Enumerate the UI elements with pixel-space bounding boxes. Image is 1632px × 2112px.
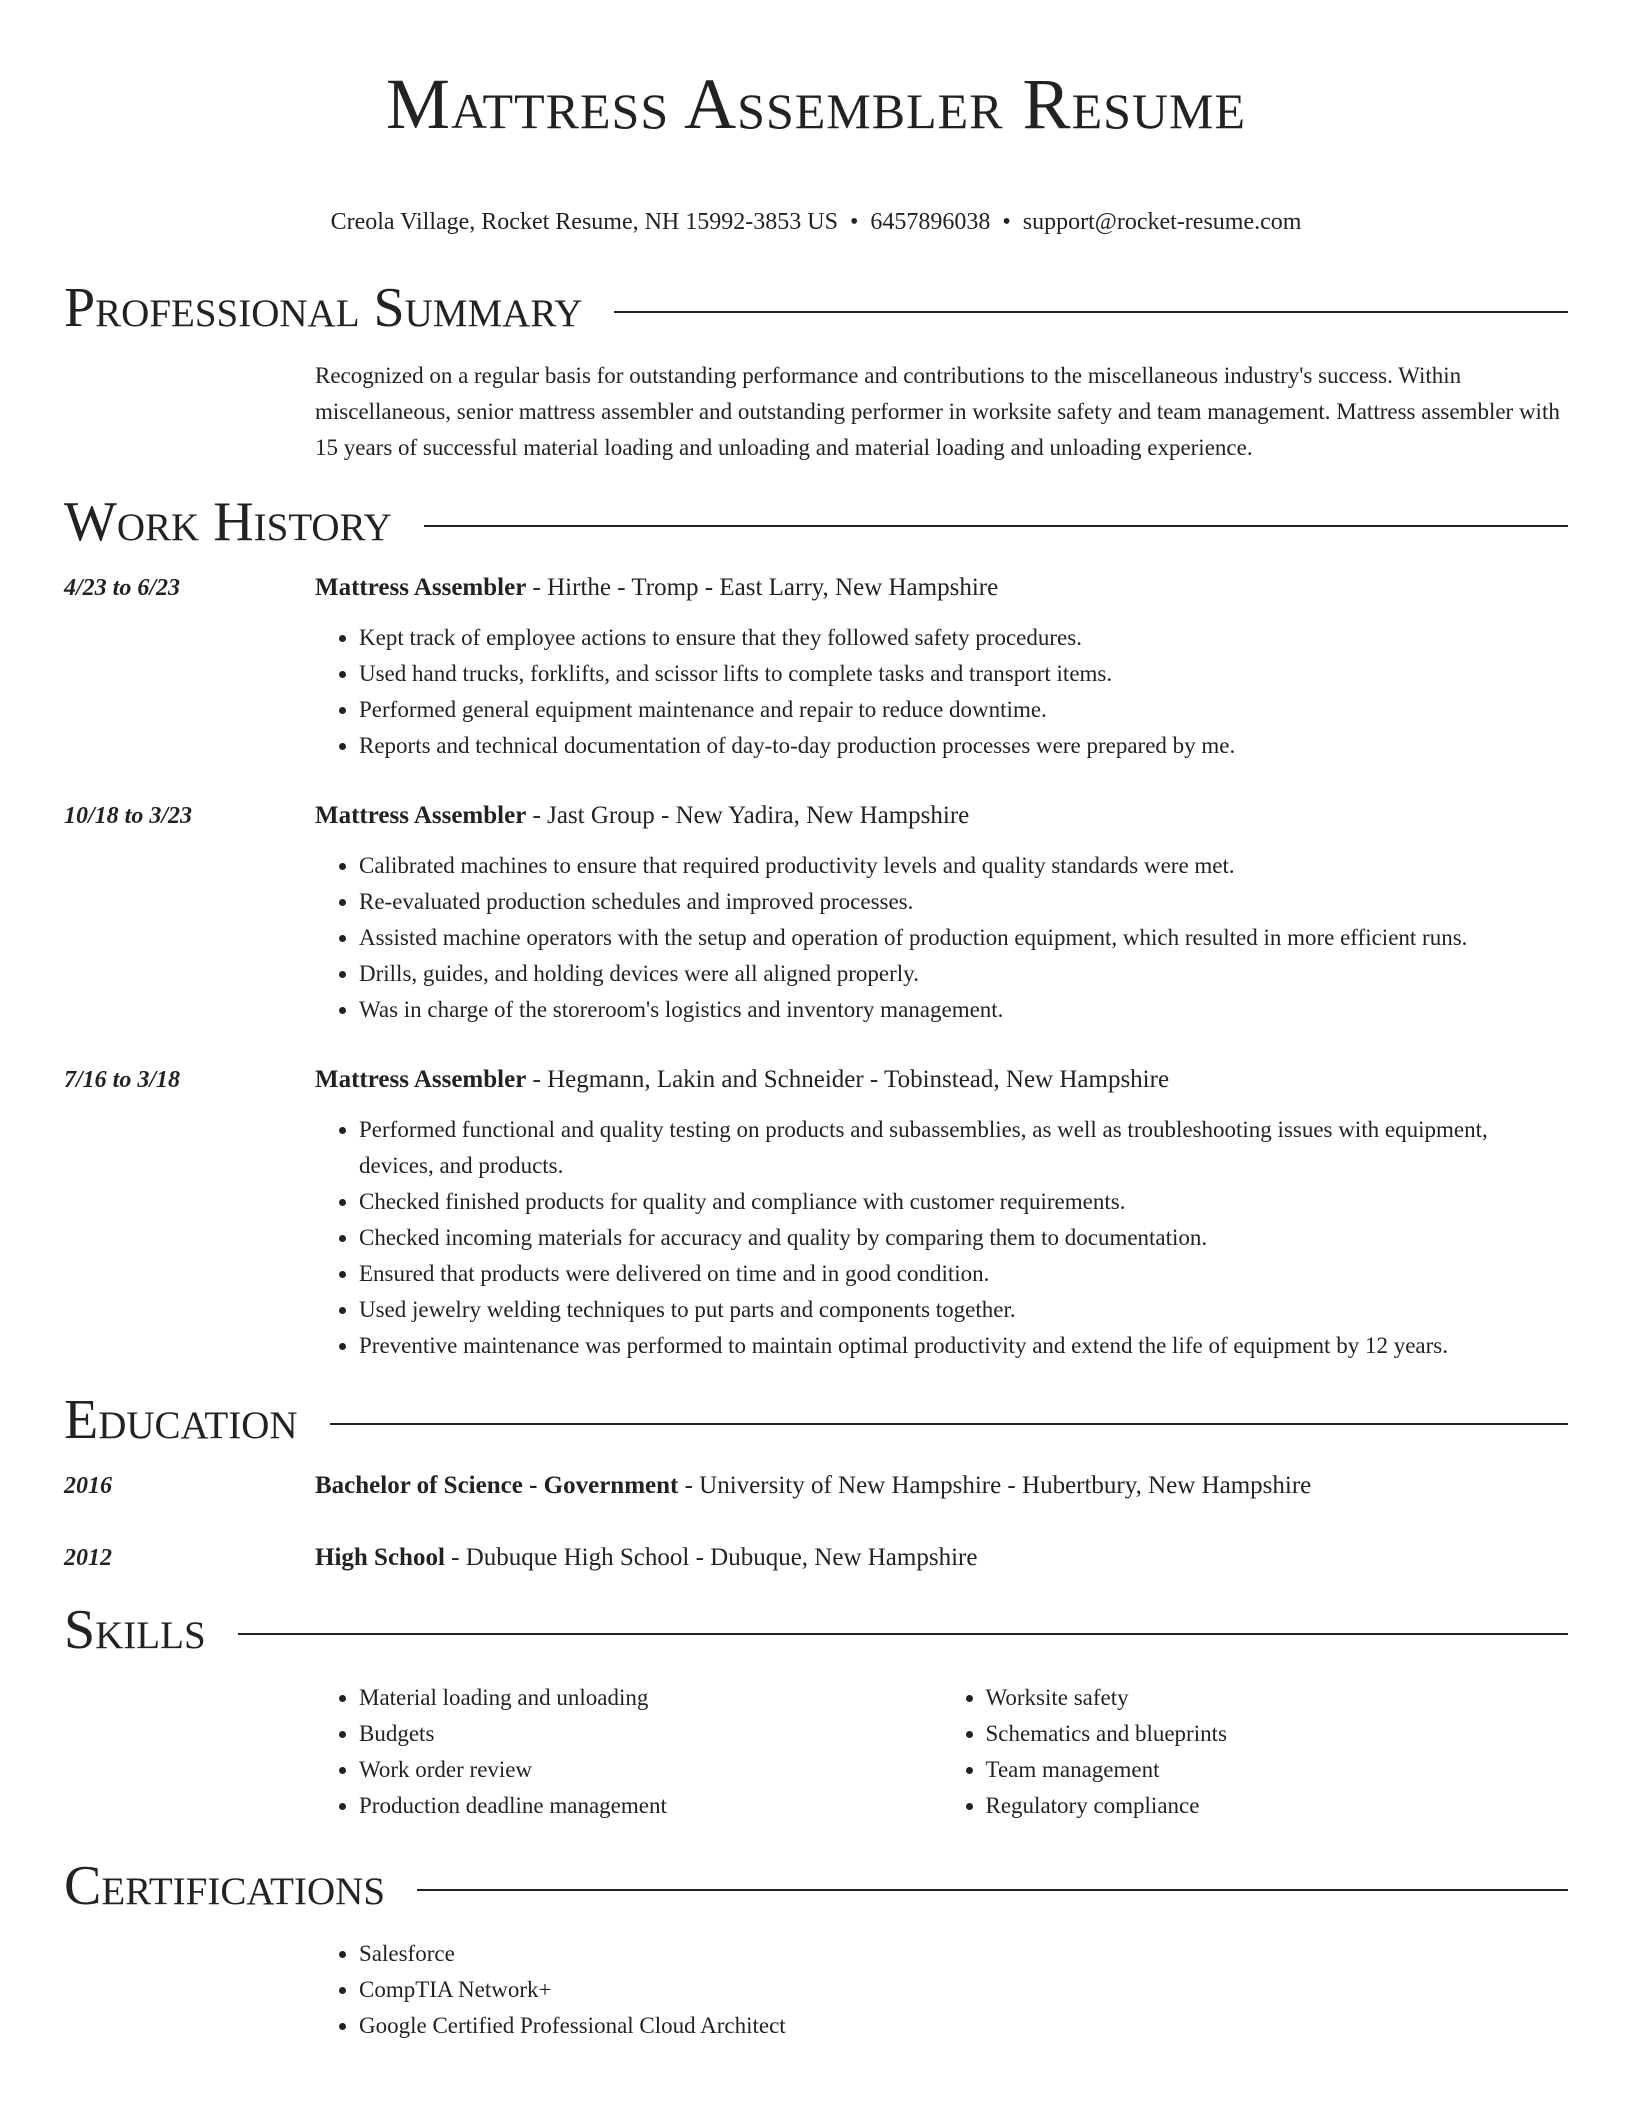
job-bullet: • Kept track of employee actions to ensure that they followed safety procedures. <box>359 620 1568 656</box>
job-bullet: • Re-evaluated production schedules and improved processes. <box>359 884 1568 920</box>
contact-address: Creola Village, Rocket Resume, NH 15992-3853 US <box>330 209 838 235</box>
section-header-summary <box>64 276 1568 340</box>
skill-item: • Regulatory compliance <box>986 1788 1569 1824</box>
job-bullets <box>315 620 1568 764</box>
certification-item: • CompTIA Network+ <box>359 1972 1568 2008</box>
education-year: 2016 <box>64 1473 112 1499</box>
job-bullet: • Drills, guides, and holding devices were all aligned properly. <box>359 956 1568 992</box>
job-title: Mattress Assembler <box>315 802 527 829</box>
certification-item: • Salesforce <box>359 1936 1568 1972</box>
resume-title: Mattress Assembler Resume <box>385 64 1247 144</box>
skills-list <box>315 1680 1568 1824</box>
job-details: - Hegmann, Lakin and Schneider - Tobinstead, New Hampshire <box>526 1066 1170 1093</box>
section-divider <box>238 1633 1568 1635</box>
certifications-list <box>315 1936 1568 2044</box>
summary-text: Recognized on a regular basis for outstanding performance and contributions to the miscellaneous industry's success. Within miscellaneous, senior mattress assembler and outstanding performer in worksite safety and team management. Mattress assembler with 15 years of successful material loading and unloading and material loading and unloading experience. <box>315 363 1560 460</box>
education-heading <box>315 1542 1568 1574</box>
job-dates: 7/16 to 3/18 <box>64 1067 181 1093</box>
skill-item: • Material loading and unloading <box>359 1680 942 1716</box>
section-header-skills <box>64 1598 1568 1662</box>
job-heading <box>315 1064 1568 1096</box>
education-details: - University of New Hampshire - Hubertbury, New Hampshire <box>678 1472 1312 1499</box>
job-dates: 4/23 to 6/23 <box>64 575 181 601</box>
education-entry <box>64 1542 1568 1574</box>
job-body <box>315 800 1568 1028</box>
contact-email: support@rocket-resume.com <box>1022 209 1302 235</box>
certification-item: • Google Certified Professional Cloud Architect <box>359 2008 1568 2044</box>
job-bullet: • Used hand trucks, forklifts, and scissor lifts to complete tasks and transport items. <box>359 656 1568 692</box>
section-header-education <box>64 1388 1568 1452</box>
skill-item: • Production deadline management <box>359 1788 942 1824</box>
job-bullet: • Assisted machine operators with the setup and operation of production equipment, which resulted in more efficient runs. <box>359 920 1568 956</box>
job-heading <box>315 572 1568 604</box>
education-degree: High School <box>315 1544 445 1571</box>
contact-separator: • <box>1002 209 1011 235</box>
education-details: - Dubuque High School - Dubuque, New Hampshire <box>444 1544 978 1571</box>
job-bullet: • Performed general equipment maintenance and repair to reduce downtime. <box>359 692 1568 728</box>
section-divider <box>330 1423 1568 1425</box>
section-title-work-history: Work History <box>64 491 392 553</box>
section-divider <box>424 525 1568 527</box>
job-title: Mattress Assembler <box>315 1066 527 1093</box>
job-bullet: • Checked finished products for quality and compliance with customer requirements. <box>359 1184 1568 1220</box>
skill-item: • Worksite safety <box>986 1680 1569 1716</box>
education-heading <box>315 1470 1568 1502</box>
job-bullets <box>315 1112 1568 1364</box>
contact-line <box>64 206 1568 238</box>
job-bullet: • Performed functional and quality testing on products and subassemblies, as well as troubleshooting issues with equipment, devices, and products. <box>359 1112 1568 1184</box>
contact-phone: 6457896038 <box>870 209 991 235</box>
job-bullet: • Used jewelry welding techniques to put parts and components together. <box>359 1292 1568 1328</box>
section-divider <box>614 311 1568 313</box>
skill-item: • Work order review <box>359 1752 942 1788</box>
job-entry <box>64 1064 1568 1364</box>
skill-item: • Team management <box>986 1752 1569 1788</box>
skills-column-left <box>315 1680 942 1824</box>
job-entry <box>64 572 1568 764</box>
section-title-certifications: Certifications <box>64 1855 386 1917</box>
job-entry <box>64 800 1568 1028</box>
job-bullet: • Was in charge of the storeroom's logistics and inventory management. <box>359 992 1568 1028</box>
job-bullet: • Reports and technical documentation of day-to-day production processes were prepared by me. <box>359 728 1568 764</box>
section-title-education: Education <box>64 1389 298 1451</box>
job-details: - Jast Group - New Yadira, New Hampshire <box>526 802 970 829</box>
education-year: 2012 <box>64 1545 112 1571</box>
skills-column-right <box>942 1680 1569 1824</box>
education-entry <box>64 1470 1568 1502</box>
section-title-summary: Professional Summary <box>64 277 583 339</box>
skill-item: • Budgets <box>359 1716 942 1752</box>
job-bullets <box>315 848 1568 1028</box>
section-header-work-history <box>64 490 1568 554</box>
contact-separator: • <box>849 209 859 235</box>
job-details: - Hirthe - Tromp - East Larry, New Hampshire <box>526 574 999 601</box>
section-divider <box>417 1889 1568 1891</box>
job-heading <box>315 800 1568 832</box>
section-header-certifications <box>64 1854 1568 1918</box>
job-dates: 10/18 to 3/23 <box>64 803 193 829</box>
job-bullet: • Preventive maintenance was performed to maintain optimal productivity and extend the life of equipment by 12 years. <box>359 1328 1568 1364</box>
job-body <box>315 1064 1568 1364</box>
education-degree: Bachelor of Science - Government <box>315 1472 679 1499</box>
skill-item: • Schematics and blueprints <box>986 1716 1569 1752</box>
job-bullet: • Calibrated machines to ensure that required productivity levels and quality standards were met. <box>359 848 1568 884</box>
job-title: Mattress Assembler <box>315 574 527 601</box>
job-bullet: • Ensured that products were delivered on time and in good condition. <box>359 1256 1568 1292</box>
job-body <box>315 572 1568 764</box>
job-bullet: • Checked incoming materials for accuracy and quality by comparing them to documentation. <box>359 1220 1568 1256</box>
section-title-skills: Skills <box>64 1599 206 1661</box>
